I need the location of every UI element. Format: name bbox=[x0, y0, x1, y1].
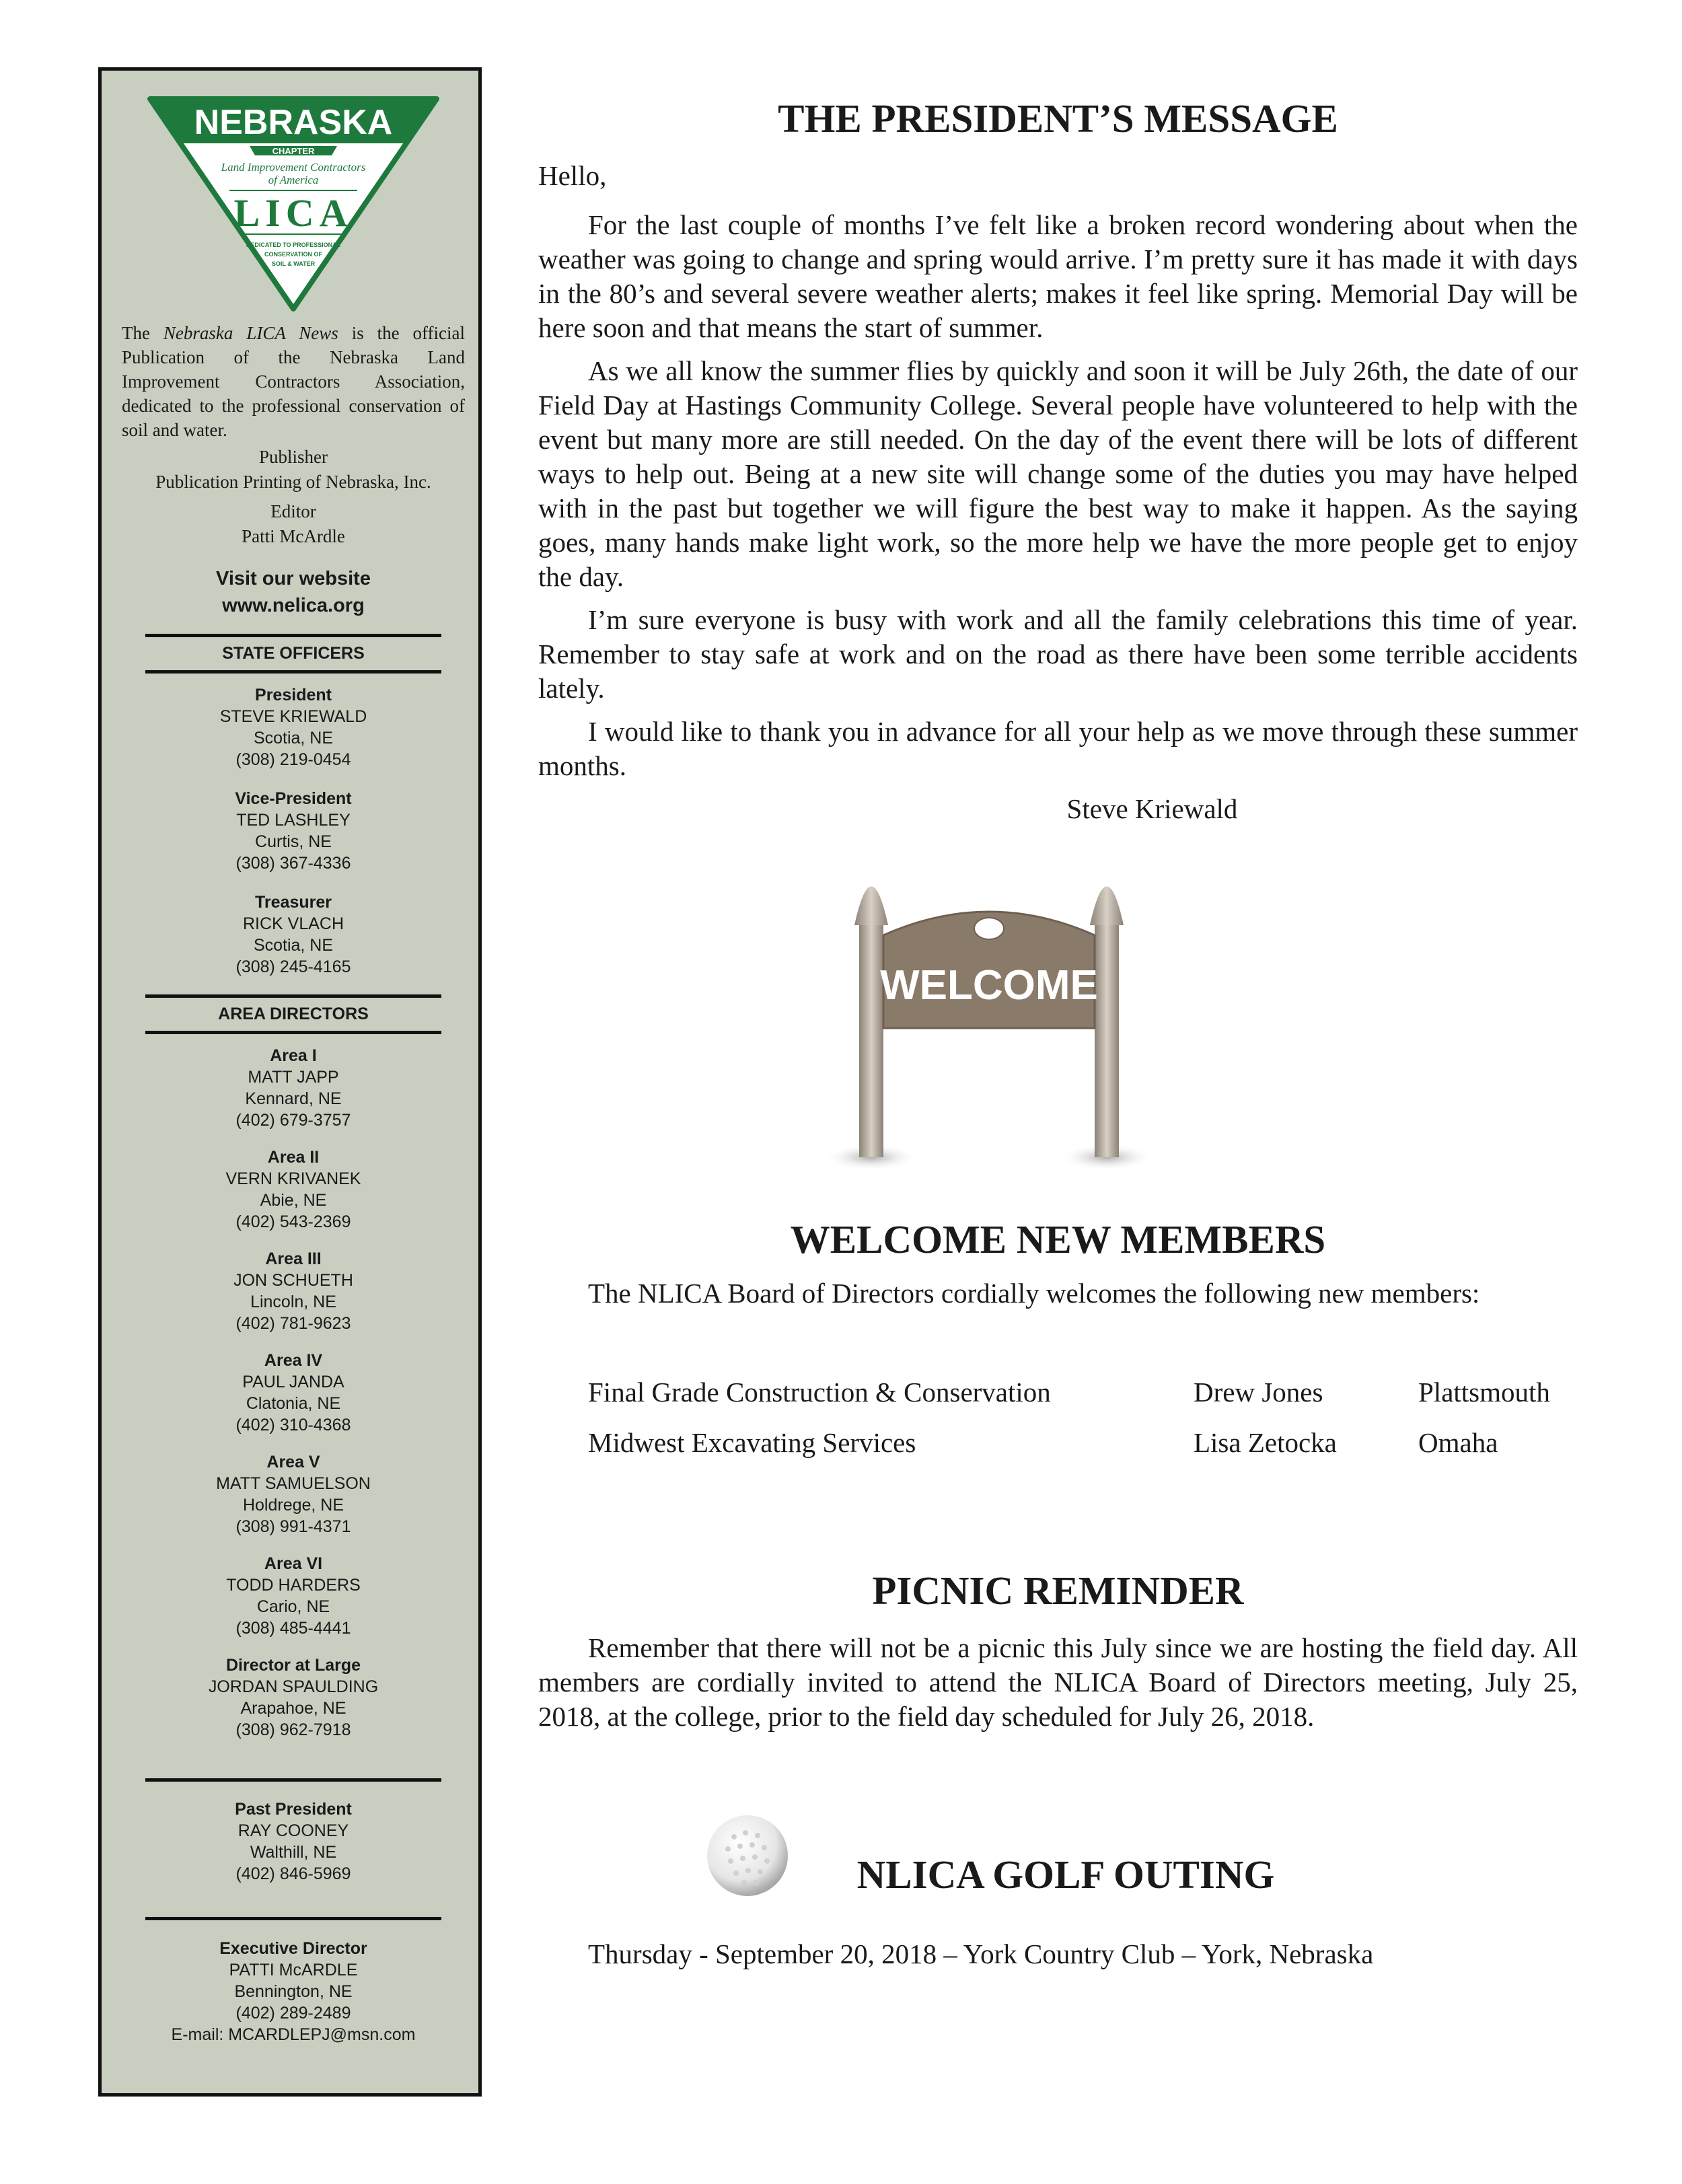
executive-director-role: Executive Director bbox=[219, 1939, 367, 1958]
director-city: Abie, NE bbox=[260, 1191, 327, 1210]
new-members-title: WELCOME NEW MEMBERS bbox=[790, 1217, 1326, 1262]
divider bbox=[145, 1778, 441, 1782]
director-phone: (308) 991-4371 bbox=[235, 1517, 351, 1536]
picnic-reminder-title: PICNIC REMINDER bbox=[872, 1568, 1244, 1613]
director-role: Director at Large bbox=[225, 1656, 361, 1675]
director-at-large bbox=[115, 1654, 472, 1741]
svg-text:LICA: LICA bbox=[233, 191, 353, 235]
svg-text:NEBRASKA: NEBRASKA bbox=[194, 103, 393, 142]
director-phone: (402) 679-3757 bbox=[235, 1111, 351, 1130]
executive-director-city: Bennington, NE bbox=[234, 1982, 353, 2001]
welcome-sign-illustration bbox=[828, 861, 1157, 1171]
message-paragraph: I’m sure everyone is busy with work and all the family celebrations this time of year. Remember to stay safe at work and on the road as there have been some terrible accidents lately. bbox=[538, 604, 1578, 704]
svg-text:of America: of America bbox=[268, 174, 319, 186]
officer-name: STEVE KRIEWALD bbox=[219, 707, 367, 726]
director-role: Area VI bbox=[264, 1554, 323, 1573]
area-directors-heading: AREA DIRECTORS bbox=[218, 1005, 369, 1023]
director-phone: (402) 781-9623 bbox=[235, 1314, 351, 1333]
publisher-label: Publisher bbox=[258, 447, 328, 467]
divider bbox=[145, 634, 441, 637]
website-link[interactable]: www.nelica.org bbox=[222, 595, 365, 616]
past-president-phone: (402) 846-5969 bbox=[235, 1864, 351, 1883]
divider bbox=[145, 994, 441, 998]
member-row bbox=[588, 1376, 1584, 1413]
officer-phone: (308) 245-4165 bbox=[235, 957, 351, 976]
director-city: Arapahoe, NE bbox=[240, 1699, 346, 1718]
director-area-1 bbox=[115, 1045, 472, 1131]
presidents-message-title: THE PRESIDENT’S MESSAGE bbox=[778, 96, 1338, 141]
svg-text:CHAPTER: CHAPTER bbox=[272, 146, 315, 156]
director-phone: (308) 485-4441 bbox=[235, 1619, 351, 1638]
website-label: Visit our website bbox=[216, 568, 371, 589]
member-city: Plattsmouth bbox=[1418, 1377, 1550, 1408]
executive-director bbox=[115, 1938, 472, 2045]
executive-director-email[interactable]: E-mail: MCARDLEPJ@msn.com bbox=[171, 2025, 416, 2044]
officer-president bbox=[115, 684, 472, 770]
officer-role: Treasurer bbox=[255, 893, 332, 912]
member-row bbox=[588, 1426, 1584, 1463]
divider bbox=[145, 1031, 441, 1034]
officer-city: Curtis, NE bbox=[255, 832, 332, 851]
director-name: TODD HARDERS bbox=[226, 1576, 361, 1595]
director-role: Area II bbox=[267, 1148, 320, 1167]
past-president-role: Past President bbox=[235, 1800, 352, 1819]
executive-director-name: PATTI McARDLE bbox=[229, 1961, 358, 1979]
director-area-5 bbox=[115, 1451, 472, 1537]
signature: Steve Kriewald bbox=[1066, 793, 1238, 824]
officer-name: TED LASHLEY bbox=[236, 811, 351, 830]
svg-text:CONSERVATION OF: CONSERVATION OF bbox=[264, 251, 323, 258]
member-contact: Drew Jones bbox=[1194, 1377, 1323, 1408]
svg-text:Land Improvement Contractors: Land Improvement Contractors bbox=[221, 161, 366, 174]
officer-role: President bbox=[255, 686, 332, 704]
director-role: Area III bbox=[265, 1249, 322, 1268]
past-president-city: Walthill, NE bbox=[250, 1843, 337, 1862]
director-area-2 bbox=[115, 1146, 472, 1233]
officer-phone: (308) 367-4336 bbox=[235, 854, 351, 873]
director-name: MATT SAMUELSON bbox=[216, 1474, 371, 1493]
message-paragraph: I would like to thank you in advance for all your help as we move through these summer months. bbox=[538, 716, 1578, 781]
director-role: Area I bbox=[270, 1046, 317, 1065]
member-company: Final Grade Construction & Conservation bbox=[588, 1377, 1051, 1408]
officer-role: Vice-President bbox=[235, 789, 352, 808]
director-area-6 bbox=[115, 1553, 472, 1639]
officer-phone: (308) 219-0454 bbox=[235, 750, 351, 769]
past-president-name: RAY COONEY bbox=[237, 1821, 349, 1840]
director-phone: (402) 310-4368 bbox=[235, 1416, 351, 1434]
director-area-4 bbox=[115, 1350, 472, 1436]
member-company: Midwest Excavating Services bbox=[588, 1427, 916, 1458]
director-phone: (402) 543-2369 bbox=[235, 1212, 351, 1231]
divider bbox=[145, 1917, 441, 1920]
publication-description: The Nebraska LICA News is the official Publication of the Nebraska Land Improvement Contractors Association, dedicated to the professional conservation of soil and water. bbox=[122, 323, 466, 440]
director-city: Kennard, NE bbox=[245, 1089, 342, 1108]
golf-outing-title: NLICA GOLF OUTING bbox=[856, 1852, 1275, 1897]
director-name: JORDAN SPAULDING bbox=[208, 1677, 379, 1696]
director-city: Cario, NE bbox=[256, 1597, 330, 1616]
officer-city: Scotia, NE bbox=[253, 936, 334, 955]
editor-label: Editor bbox=[270, 501, 316, 521]
message-paragraph: As we all know the summer flies by quickly and soon it will be July 26th, the date of our Field Day at Hastings Community College. Several people have volunteered to help with the event but many more are still needed. On the day of the event there will be lots of different ways to help out. Being at a new site will change some of the duties you may have helped with in the past but together we will figure the best way to make it happen. As the saying goes, many hands make light work, so the more help we have the more people get to enjoy the day. bbox=[538, 355, 1578, 592]
officer-name: RICK VLACH bbox=[242, 914, 344, 933]
executive-director-phone: (402) 289-2489 bbox=[235, 2004, 351, 2023]
director-name: JON SCHUETH bbox=[233, 1271, 353, 1290]
publisher-name: Publication Printing of Nebraska, Inc. bbox=[155, 472, 431, 492]
message-paragraph: For the last couple of months I’ve felt like a broken record wondering about when the weather was going to change and spring would arrive. I’m pretty sure it has made it with days in the 80’s and several severe weather alerts; makes it feel like spring. Memorial Day will be here soon and that means the start of summer. bbox=[538, 209, 1578, 343]
editor-name: Patti McArdle bbox=[242, 526, 345, 546]
golf-outing-details: Thursday - September 20, 2018 – York Country Club – York, Nebraska bbox=[588, 1938, 1374, 1969]
nebraska-lica-logo bbox=[142, 95, 445, 314]
greeting: Hello, bbox=[538, 160, 607, 191]
svg-text:SOIL & WATER: SOIL & WATER bbox=[271, 260, 316, 267]
member-contact: Lisa Zetocka bbox=[1194, 1427, 1337, 1458]
officer-vice-president bbox=[115, 788, 472, 874]
officer-city: Scotia, NE bbox=[253, 729, 334, 748]
svg-text:DEDICATED TO PROFESSIONAL: DEDICATED TO PROFESSIONAL bbox=[246, 242, 341, 248]
past-president bbox=[115, 1798, 472, 1885]
picnic-reminder-body bbox=[538, 1631, 1578, 1743]
member-city: Omaha bbox=[1418, 1427, 1498, 1458]
new-members-intro: The NLICA Board of Directors cordially welcomes the following new members: bbox=[588, 1278, 1480, 1309]
director-name: PAUL JANDA bbox=[242, 1373, 344, 1391]
director-name: VERN KRIVANEK bbox=[225, 1169, 361, 1188]
sidebar bbox=[98, 67, 482, 2097]
director-phone: (308) 962-7918 bbox=[235, 1720, 351, 1739]
main-content bbox=[538, 0, 1578, 2184]
director-city: Clatonia, NE bbox=[246, 1394, 341, 1413]
presidents-message-body bbox=[538, 159, 1578, 835]
director-area-3 bbox=[115, 1248, 472, 1334]
picnic-paragraph: Remember that there will not be a picnic this July since we are hosting the field day. All members are cordially invited to attend the NLICA Board of Directors meeting, July 25, 2018, at the college, prior to the field day scheduled for July 26, 2018. bbox=[538, 1632, 1578, 1732]
officer-treasurer bbox=[115, 891, 472, 978]
director-name: MATT JAPP bbox=[248, 1068, 339, 1087]
director-role: Area V bbox=[266, 1453, 320, 1471]
state-officers-heading: STATE OFFICERS bbox=[222, 644, 365, 663]
director-role: Area IV bbox=[264, 1351, 323, 1370]
director-city: Holdrege, NE bbox=[242, 1496, 344, 1515]
director-city: Lincoln, NE bbox=[250, 1293, 336, 1311]
welcome-sign-text: WELCOME bbox=[880, 962, 1098, 1009]
divider bbox=[145, 670, 441, 674]
